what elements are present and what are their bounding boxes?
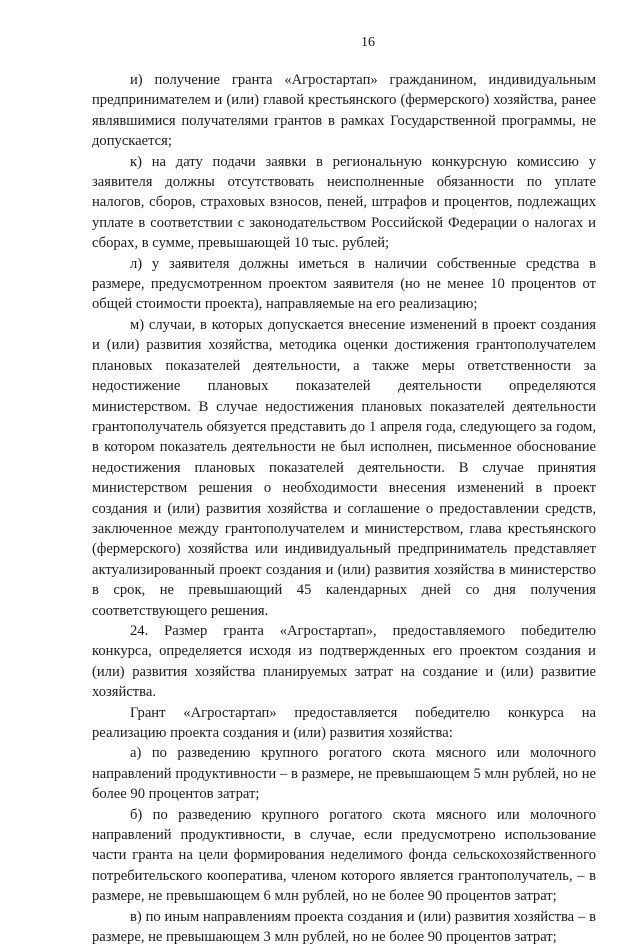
paragraph-m: м) случаи, в которых допускается внесение изменений в проект создания и (или) развития хозяйства, методика оценки достижения грантополучателем плановых показателей деятельности, а также меры ответственности за недостижение плановых показателей деятельности определяются министерством. В случае недостижения плановых показателей деятельности грантополучатель обязуется представить до 1 апреля года, следующего за годом, в котором показатель деятельности не был исполнен, письменное обоснование недостижения плановых показателей деятельности. В случае принятия министерством решения о необходимости внесения изменений в проект создания и (или) развития хозяйства и соглашение о предоставлении средств, заключенное между грантополучателем и министерством, глава крестьянского (фермерского) хозяйства или индивидуальный предприниматель представляет актуализированный проект создания и (или) развития хозяйства в министерство в срок, не превышающий 45 календарных дней со дня получения соответствующего решения.	[92, 316, 596, 619]
page-number: 16	[361, 35, 375, 50]
paragraph-v: в) по иным направлениям проекта создания и (или) развития хозяйства – в размере, не превышающем 3 млн рублей, но не более 90 процентов затрат;	[92, 908, 596, 946]
paragraph-a: а) по разведению крупного рогатого скота мясного или молочного направлений продуктивности – в размере, не превышающем 5 млн рублей, но не более 90 процентов затрат;	[92, 745, 596, 803]
paragraph-l: л) у заявителя должны иметься в наличии собственные средства в размере, предусмотренном проектом заявителя (но не менее 10 процентов от общей стоимости проекта), направляемые на его реализацию;	[92, 255, 596, 313]
paragraph-24: 24. Размер гранта «Агростартап», предоставляемого победителю конкурса, определяется исходя из подтвержденных его проектом создания и (или) развития хозяйства планируемых затрат на создание и (или) развитие хозяйства.	[92, 622, 596, 701]
paragraph-i: и) получение гранта «Агростартап» гражданином, индивидуальным предпринимателем и (или) главой крестьянского (фермерского) хозяйства, ранее являвшимися получателями грантов в рамках Государственной программы, не допускается;	[92, 72, 596, 150]
paragraph-k: к) на дату подачи заявки в региональную конкурсную комиссию у заявителя должны отсутствовать неисполненные обязанности по уплате налогов, сборов, страховых взносов, пеней, штрафов и процентов, подлежащих уплате в соответствии с законодательством Российской Федерации о налогах и сборах, в сумме, превышающей 10 тыс. рублей;	[92, 153, 596, 252]
paragraph-grant-intro: Грант «Агростартап» предоставляется победителю конкурса на реализацию проекта создания и (или) развития хозяйства:	[92, 704, 596, 741]
paragraph-b: б) по разведению крупного рогатого скота мясного или молочного направлений продуктивности, в случае, если предусмотрено использование части гранта на цели формирования неделимого фонда сельскохозяйственного потребительского кооператива, членом которого является грантополучатель, – в размере, не превышающем 6 млн рублей, но не более 90 процентов затрат;	[92, 806, 596, 905]
